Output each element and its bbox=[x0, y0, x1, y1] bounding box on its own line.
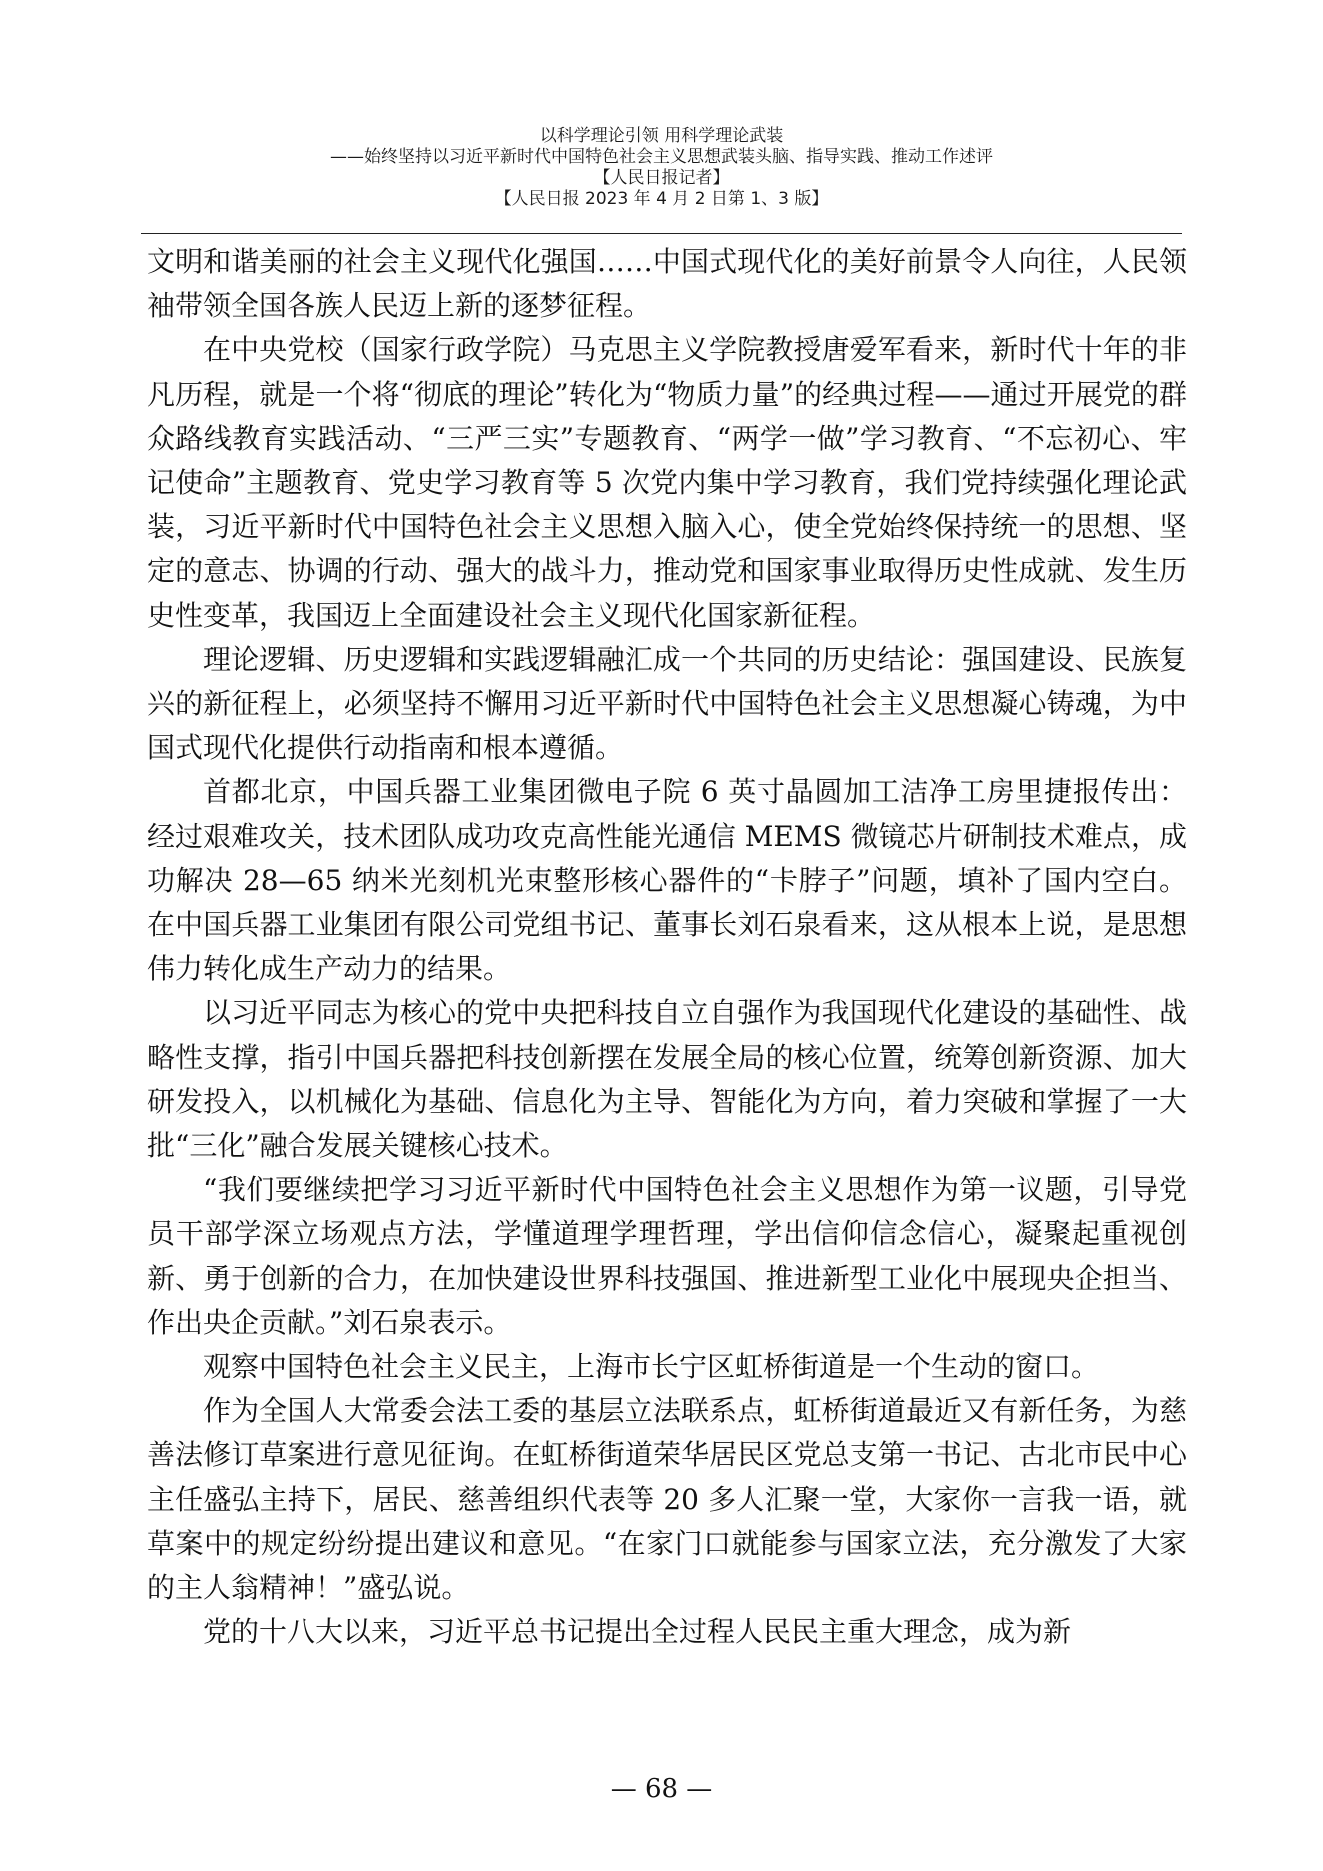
article-title: 以科学理论引领 用科学理论武装 bbox=[539, 126, 784, 146]
header-divider bbox=[141, 233, 1182, 234]
paragraph: 党的十八大以来，习近平总书记提出全过程人民民主重大理念，成为新 bbox=[203, 1615, 1072, 1649]
article-source: 【人民日报 2023 年 4 月 2 日第 1、3 版】 bbox=[494, 189, 829, 209]
paragraph: 以习近平同志为核心的党中央把科技自立自强作为我国现代化建设的基础性、战略性支撑，指引中国兵器把科技创新摆在发展全局的核心位置，统筹创新资源、加大研发投入，以机械化为基础、信息化为主导、智能化为方向，着力突破和掌握了一大批“三化”融合发展关键核心技术。 bbox=[147, 996, 1187, 1163]
paragraph: 文明和谐美丽的社会主义现代化强国……中国式现代化的美好前景令人向往，人民领袖带领全国各族人民迈上新的逐梦征程。 bbox=[147, 245, 1187, 323]
paragraph: “我们要继续把学习习近平新时代中国特色社会主义思想作为第一议题，引导党员干部学深立场观点方法，学懂道理学理哲理，学出信仰信念信心，凝聚起重视创新、勇于创新的合力，在加快建设世界科技强国、推进新型工业化中展现央企担当、作出央企贡献。”刘石泉表示。 bbox=[147, 1173, 1187, 1339]
paragraph: 作为全国人大常委会法工委的基层立法联系点，虹桥街道最近又有新任务，为慈善法修订草案进行意见征询。在虹桥街道荣华居民区党总支第一书记、古北市民中心主任盛弘主持下，居民、慈善组织代表等 20 多人汇聚一堂，大家你一言我一语，就草案中的规定纷纷提出建议和意见。“在家门口就能参与国家立法，充分激发了大家的主人翁精神！”盛弘说。 bbox=[147, 1394, 1187, 1605]
article-subtitle: ——始终坚持以习近平新时代中国特色社会主义思想武装头脑、指导实践、推动工作述评 bbox=[330, 147, 993, 167]
page-number: — 68 — bbox=[610, 1774, 713, 1804]
paragraph: 理论逻辑、历史逻辑和实践逻辑融汇成一个共同的历史结论：强国建设、民族复兴的新征程上，必须坚持不懈用习近平新时代中国特色社会主义思想凝心铸魂，为中国式现代化提供行动指南和根本遵循。 bbox=[147, 642, 1187, 765]
article-author: 【人民日报记者】 bbox=[593, 168, 730, 188]
paragraph: 在中央党校（国家行政学院）马克思主义学院教授唐爱军看来，新时代十年的非凡历程，就是一个将“彻底的理论”转化为“物质力量”的经典过程——通过开展党的群众路线教育实践活动、“三严三实”专题教育、“两学一做”学习教育、“不忘初心、牢记使命”主题教育、党史学习教育等 5 次党内集中学习教育，我们党持续强化理论武装，习近平新时代中国特色社会主义思想入脑入心，使全党始终保持统一的思想、坚定的意志、协调的行动、强大的战斗力，推动党和国家事业取得历史性成就、发生历史性变革，我国迈上全面建设社会主义现代化国家新征程。 bbox=[147, 333, 1187, 632]
paragraph: 观察中国特色社会主义民主，上海市长宁区虹桥街道是一个生动的窗口。 bbox=[203, 1350, 1100, 1384]
article-header bbox=[0, 126, 1323, 210]
paragraph: 首都北京，中国兵器工业集团微电子院 6 英寸晶圆加工洁净工房里捷报传出：经过艰难攻关，技术团队成功攻克高性能光通信 MEMS 微镜芯片研制技术难点，成功解决 28—65 纳米光刻机光束整形核心器件的“卡脖子”问题，填补了国内空白。在中国兵器工业集团有限公司党组书记、董事长刘石泉看来，这从根本上说，是思想伟力转化成生产动力的结果。 bbox=[147, 775, 1187, 986]
article-body bbox=[147, 240, 1187, 1655]
